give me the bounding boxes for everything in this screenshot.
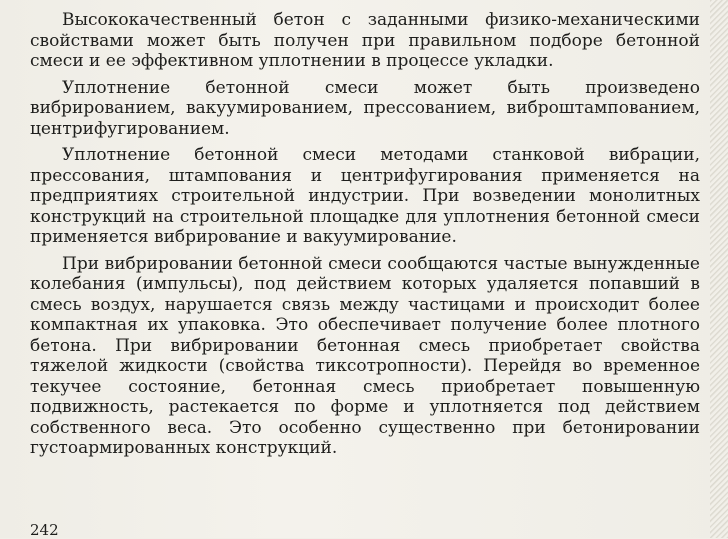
page-number: 242 — [30, 521, 59, 539]
paragraph-1: Высококачественный бетон с заданными физико-механическими свойствами может быть получен при правильном подборе бетонной смеси и ее эффективном уплотнении в процессе укладки. — [30, 10, 700, 71]
paragraph-3: Уплотнение бетонной смеси методами станковой вибрации, прессования, штампования и центрифугирования применяется на предприятиях строительной индустрии. При возведении монолитных конструкций на строительной площадке для уплотнения бетонной смеси применяется вибрирование и вакуумирование. — [30, 145, 700, 247]
paragraph-4: При вибрировании бетонной смеси сообщаются частые вынужденные колебания (импульсы), под действием которых удаляется попавший в смесь воздух, нарушается связь между частицами и происходит более компактная их упаковка. Это обеспечивает получение более плотного бетона. При вибрировании бетонная смесь приобретает свойства тяжелой жидкости (свойства тиксотропности). Перейдя во временное текучее состояние, бетонная смесь приобретает повышенную подвижность, растекается по форме и уплотняется под действием собственного веса. Это особенно существенно при бетонировании густоармированных конструкций. — [30, 253, 700, 458]
scanned-page-edge — [710, 0, 728, 538]
paragraph-2: Уплотнение бетонной смеси может быть произведено вибрированием, вакуумированием, прессованием, виброштампованием, центрифугированием. — [30, 77, 700, 139]
body-text — [30, 10, 700, 465]
